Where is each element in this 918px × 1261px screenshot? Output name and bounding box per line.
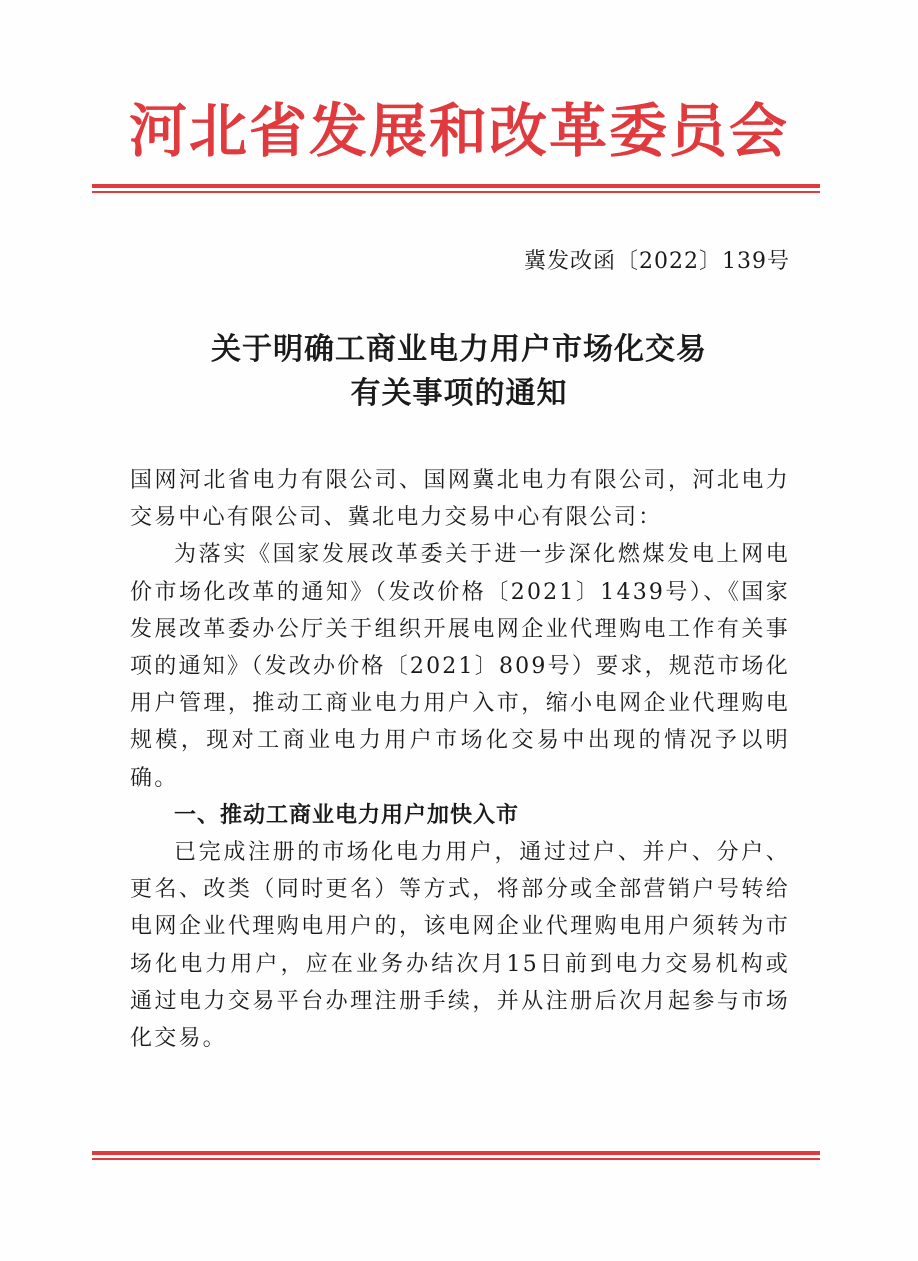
footer-rule-thin-line <box>92 1158 820 1160</box>
top-rule-thick-line <box>92 184 820 188</box>
document-title <box>95 328 823 416</box>
addressee-paragraph: 国网河北省电力有限公司、国网冀北电力有限公司，河北电力交易中心有限公司、冀北电力交易中心有限公司： <box>130 468 790 531</box>
letterhead-org-name: 河北省发展和改革委员会 <box>128 97 789 165</box>
document-body <box>130 462 790 1057</box>
section-1-heading: 一、推动工商业电力用户加快入市 <box>174 802 520 828</box>
document-number: 冀发改函〔2022〕139号 <box>524 249 790 274</box>
intro-paragraph: 为落实《国家发展改革委关于进一步深化燃煤发电上网电价市场化改革的通知》（发改价格〔2021〕1439号）、《国家发展改革委办公厅关于组织开展电网企业代理购电工作有关事项的通知》（发改办价格〔2021〕809号）要求，规范市场化用户管理，推动工商业电力用户入市，缩小电网企业代理购电规模，现对工商业电力用户市场化交易中出现的情况予以明确。 <box>130 542 790 791</box>
section-1-paragraph: 已完成注册的市场化电力用户，通过过户、并户、分户、更名、改类（同时更名）等方式，将部分或全部营销户号转给电网企业代理购电用户的，该电网企业代理购电用户须转为市场化电力用户，应在业务办结次月15日前到电力交易机构或通过电力交易平台办理注册手续，并从注册后次月起参与市场化交易。 <box>130 840 790 1052</box>
top-rule-thin-line <box>92 191 820 193</box>
footer-rule-thick-line <box>92 1151 820 1155</box>
letterhead-top-rule <box>92 184 820 193</box>
document-title-line-1: 关于明确工商业电力用户市场化交易 <box>211 332 707 367</box>
footer-rule <box>92 1151 820 1160</box>
document-title-line-2: 有关事项的通知 <box>350 376 568 411</box>
